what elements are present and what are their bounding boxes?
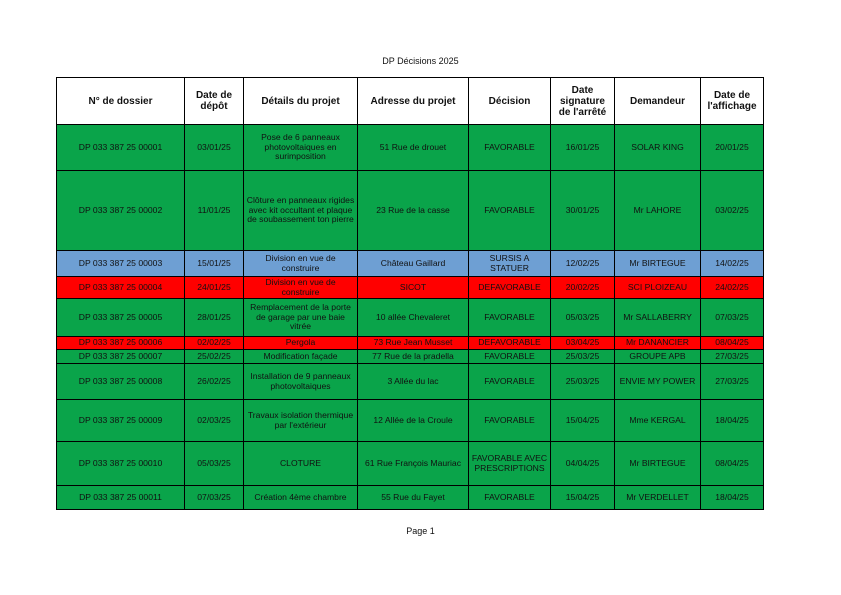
- cell-date-depot: 02/02/25: [185, 337, 244, 350]
- header-date-affichage: Date de l'affichage: [701, 78, 764, 125]
- cell-decision: DEFAVORABLE: [469, 277, 551, 299]
- cell-decision: FAVORABLE AVEC PRESCRIPTIONS: [469, 442, 551, 486]
- cell-demandeur: GROUPE APB: [615, 350, 701, 364]
- header-row: [57, 78, 764, 125]
- cell-adresse: 10 allée Chevaleret: [358, 299, 469, 337]
- table-row: [57, 251, 764, 277]
- cell-decision: FAVORABLE: [469, 299, 551, 337]
- cell-date-depot: 03/01/25: [185, 125, 244, 171]
- cell-date-depot: 24/01/25: [185, 277, 244, 299]
- cell-decision: FAVORABLE: [469, 125, 551, 171]
- cell-date-depot: 28/01/25: [185, 299, 244, 337]
- table-row: [57, 350, 764, 364]
- cell-dossier: DP 033 387 25 00007: [57, 350, 185, 364]
- cell-date-depot: 26/02/25: [185, 364, 244, 400]
- cell-date-signature: 16/01/25: [551, 125, 615, 171]
- cell-date-signature: 30/01/25: [551, 171, 615, 251]
- cell-decision: SURSIS A STATUER: [469, 251, 551, 277]
- cell-date-signature: 25/03/25: [551, 364, 615, 400]
- cell-adresse: SICOT: [358, 277, 469, 299]
- table-row: [57, 125, 764, 171]
- page-number: Page 1: [406, 526, 435, 536]
- cell-adresse: 12 Allée de la Croule: [358, 400, 469, 442]
- cell-adresse: 73 Rue Jean Musset: [358, 337, 469, 350]
- cell-demandeur: Mr DANANCIER: [615, 337, 701, 350]
- cell-details: Pergola: [244, 337, 358, 350]
- cell-dossier: DP 033 387 25 00010: [57, 442, 185, 486]
- cell-date-depot: 11/01/25: [185, 171, 244, 251]
- cell-details: Remplacement de la porte de garage par une baie vitrée: [244, 299, 358, 337]
- cell-details: Clôture en panneaux rigides avec kit occultant et plaque de soubassement ton pierre: [244, 171, 358, 251]
- cell-demandeur: Mr BIRTEGUE: [615, 442, 701, 486]
- cell-decision: DEFAVORABLE: [469, 337, 551, 350]
- header-adresse: Adresse du projet: [358, 78, 469, 125]
- cell-date-affichage: 27/03/25: [701, 364, 764, 400]
- cell-date-signature: 03/04/25: [551, 337, 615, 350]
- cell-date-affichage: 03/02/25: [701, 171, 764, 251]
- cell-dossier: DP 033 387 25 00011: [57, 486, 185, 510]
- cell-adresse: 55 Rue du Fayet: [358, 486, 469, 510]
- cell-date-affichage: 27/03/25: [701, 350, 764, 364]
- cell-details: Installation de 9 panneaux photovoltaiques: [244, 364, 358, 400]
- cell-details: Pose de 6 panneaux photovoltaiques en surimposition: [244, 125, 358, 171]
- cell-decision: FAVORABLE: [469, 400, 551, 442]
- cell-dossier: DP 033 387 25 00005: [57, 299, 185, 337]
- cell-adresse: 3 Allée du lac: [358, 364, 469, 400]
- header-details: Détails du projet: [244, 78, 358, 125]
- cell-date-depot: 07/03/25: [185, 486, 244, 510]
- table-row: [57, 277, 764, 299]
- cell-date-affichage: 24/02/25: [701, 277, 764, 299]
- cell-details: Modification façade: [244, 350, 358, 364]
- header-date-depot: Date de dépôt: [185, 78, 244, 125]
- table-row: [57, 486, 764, 510]
- cell-decision: FAVORABLE: [469, 171, 551, 251]
- table-row: [57, 299, 764, 337]
- cell-date-signature: 25/03/25: [551, 350, 615, 364]
- cell-dossier: DP 033 387 25 00002: [57, 171, 185, 251]
- cell-details: Travaux isolation thermique par l'extérieur: [244, 400, 358, 442]
- cell-date-signature: 15/04/25: [551, 486, 615, 510]
- cell-details: Création 4ème chambre: [244, 486, 358, 510]
- header-decision: Décision: [469, 78, 551, 125]
- cell-adresse: 77 Rue de la pradella: [358, 350, 469, 364]
- cell-dossier: DP 033 387 25 00009: [57, 400, 185, 442]
- cell-demandeur: Mr VERDELLET: [615, 486, 701, 510]
- cell-demandeur: Mr LAHORE: [615, 171, 701, 251]
- cell-date-affichage: 08/04/25: [701, 442, 764, 486]
- table-row: [57, 364, 764, 400]
- cell-demandeur: Mr BIRTEGUE: [615, 251, 701, 277]
- header-demandeur: Demandeur: [615, 78, 701, 125]
- cell-demandeur: Mr SALLABERRY: [615, 299, 701, 337]
- table-row: [57, 400, 764, 442]
- cell-date-affichage: 18/04/25: [701, 400, 764, 442]
- cell-adresse: 61 Rue François Mauriac: [358, 442, 469, 486]
- cell-date-signature: 12/02/25: [551, 251, 615, 277]
- table-row: [57, 442, 764, 486]
- cell-dossier: DP 033 387 25 00004: [57, 277, 185, 299]
- cell-demandeur: ENVIE MY POWER: [615, 364, 701, 400]
- document-title: DP Décisions 2025: [382, 56, 459, 66]
- cell-details: Division en vue de construire: [244, 251, 358, 277]
- cell-date-depot: 05/03/25: [185, 442, 244, 486]
- cell-dossier: DP 033 387 25 00001: [57, 125, 185, 171]
- cell-dossier: DP 033 387 25 00003: [57, 251, 185, 277]
- cell-adresse: 23 Rue de la casse: [358, 171, 469, 251]
- cell-demandeur: Mme KERGAL: [615, 400, 701, 442]
- cell-date-signature: 05/03/25: [551, 299, 615, 337]
- cell-date-signature: 20/02/25: [551, 277, 615, 299]
- decisions-table: [56, 77, 764, 510]
- table-row: [57, 171, 764, 251]
- table-row: [57, 337, 764, 350]
- cell-decision: FAVORABLE: [469, 364, 551, 400]
- cell-demandeur: SCI PLOIZEAU: [615, 277, 701, 299]
- cell-date-affichage: 20/01/25: [701, 125, 764, 171]
- cell-date-affichage: 08/04/25: [701, 337, 764, 350]
- cell-date-affichage: 18/04/25: [701, 486, 764, 510]
- cell-date-affichage: 07/03/25: [701, 299, 764, 337]
- cell-date-depot: 25/02/25: [185, 350, 244, 364]
- cell-details: Division en vue de construire: [244, 277, 358, 299]
- cell-demandeur: SOLAR KING: [615, 125, 701, 171]
- cell-date-depot: 02/03/25: [185, 400, 244, 442]
- cell-details: CLOTURE: [244, 442, 358, 486]
- cell-date-affichage: 14/02/25: [701, 251, 764, 277]
- cell-date-depot: 15/01/25: [185, 251, 244, 277]
- cell-date-signature: 04/04/25: [551, 442, 615, 486]
- header-dossier: N° de dossier: [57, 78, 185, 125]
- cell-dossier: DP 033 387 25 00008: [57, 364, 185, 400]
- header-date-signature: Date signature de l'arrêté: [551, 78, 615, 125]
- cell-decision: FAVORABLE: [469, 486, 551, 510]
- cell-adresse: Château Gaillard: [358, 251, 469, 277]
- cell-dossier: DP 033 387 25 00006: [57, 337, 185, 350]
- cell-decision: FAVORABLE: [469, 350, 551, 364]
- cell-adresse: 51 Rue de drouet: [358, 125, 469, 171]
- cell-date-signature: 15/04/25: [551, 400, 615, 442]
